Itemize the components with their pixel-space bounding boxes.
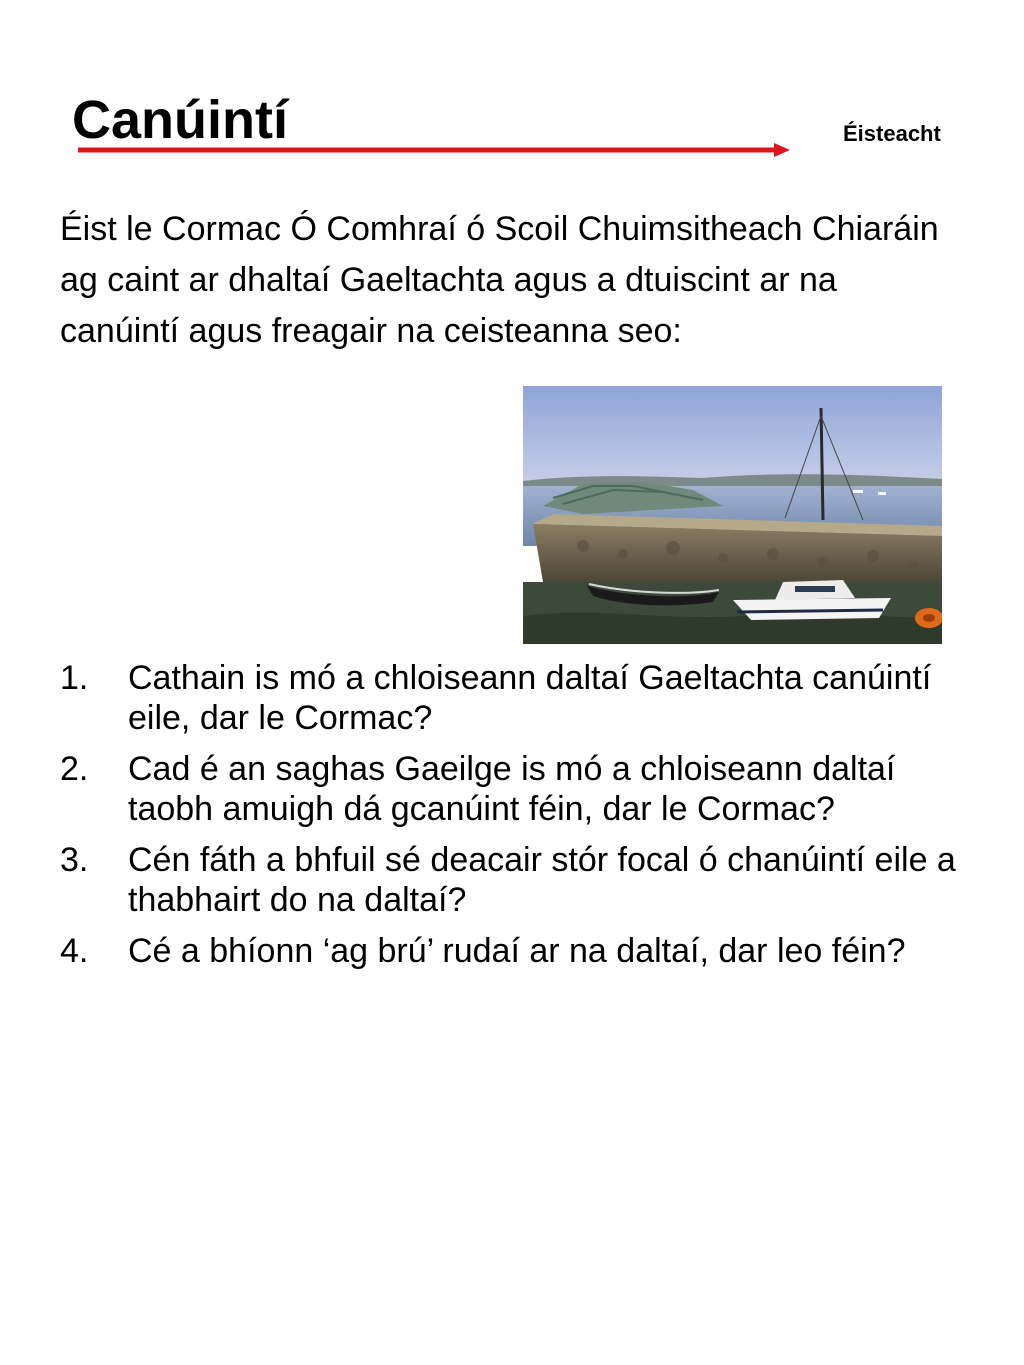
question-text: Cé a bhíonn ‘ag brú’ rudaí ar na daltaí, dar leo féin?: [128, 932, 906, 970]
question-item: [60, 749, 965, 829]
harbour-photo: [523, 386, 942, 644]
question-item: [60, 840, 965, 920]
question-item: [60, 658, 965, 738]
question-number: 3.: [60, 841, 89, 879]
question-text: Cén fáth a bhfuil sé deacair stór focal ó chanúintí eile a thabhairt do na daltaí?: [128, 841, 956, 919]
question-number: 2.: [60, 750, 89, 788]
title-underline-arrow: [76, 140, 792, 160]
harbour-photo-image: [523, 386, 942, 644]
intro-text: Éist le Cormac Ó Comhraí ó Scoil Chuimsitheach Chiaráin ag caint ar dhaltaí Gaeltachta agus a dtuiscint ar na canúintí agus freagair na ceisteanna seo:: [60, 210, 939, 350]
section-tag: Éisteacht: [843, 121, 941, 146]
slide-title: Canúintí: [72, 90, 288, 150]
question-text: Cathain is mó a chloiseann daltaí Gaeltachta canúintí eile, dar le Cormac?: [128, 659, 932, 737]
question-text: Cad é an saghas Gaeilge is mó a chloiseann daltaí taobh amuigh dá gcanúint féin, dar le Cormac?: [128, 750, 896, 828]
question-list: [60, 658, 965, 982]
question-item: [60, 931, 965, 971]
question-number: 4.: [60, 932, 89, 970]
question-number: 1.: [60, 659, 89, 697]
